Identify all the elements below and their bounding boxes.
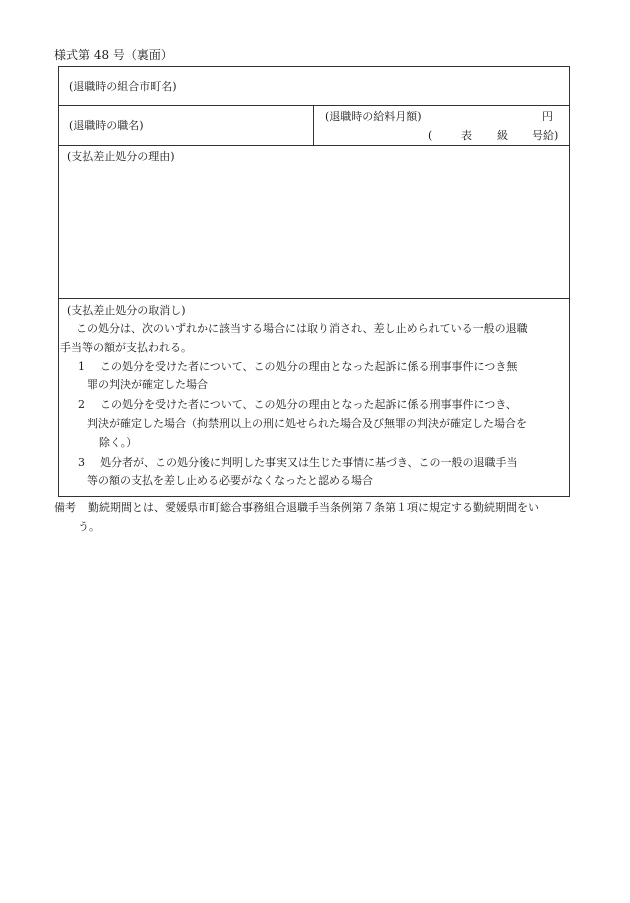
item-text: 等の額の支払を差し止める必要がなくなったと認める場合 [87,474,373,487]
cancellation-intro: この処分は、次のいずれかに該当する場合には取り消され、差し止められている一般の退職 [76,322,528,335]
item-text: 除く。） [99,436,138,449]
row-divider [59,298,569,299]
reason-field-label: (支払差止処分の理由) [67,150,175,163]
item-text: 処分者が、この処分後に判明した事実又は生じた事情に基づき、この一般の退職手当 [100,456,518,469]
item-text: この処分を受けた者について、この処分の理由となった起訴に係る刑事事件につき無 [100,360,518,373]
item-number: 2 [78,398,85,411]
salary-unit: 円 [542,110,553,123]
row-divider [59,145,569,146]
row-divider [59,105,569,106]
column-divider [313,105,314,145]
grade-class-label: 級 [497,129,508,142]
remarks-text: 勤続期間とは、愛媛県市町総合事務組合退職手当条例第７条第１項に規定する勤続期間をい [88,501,539,514]
grade-step-label: 号給) [532,129,559,142]
item-text: 罪の判決が確定した場合 [87,378,208,391]
grade-open-paren: ( [428,129,433,142]
item-number: 1 [78,360,85,373]
cancellation-intro: 手当等の額が支払われる。 [60,341,192,354]
item-text: 判決が確定した場合（拘禁刑以上の刑に処せられた場合及び無罪の判決が確定した場合を [87,417,527,430]
remarks-label: 備考 [54,501,76,514]
remarks-text: う。 [78,520,100,533]
position-field-label: (退職時の職名) [69,119,144,132]
item-number: 3 [78,456,85,469]
form-number: 様式第 48 号（裏面） [54,48,173,62]
item-text: この処分を受けた者について、この処分の理由となった起訴に係る刑事事件につき、 [100,398,517,411]
cancellation-heading: (支払差止処分の取消し) [67,304,186,317]
grade-table-label: 表 [461,129,472,142]
municipality-field-label: (退職時の組合市町名) [69,80,177,93]
salary-field-label: (退職時の給料月額) [325,110,422,123]
